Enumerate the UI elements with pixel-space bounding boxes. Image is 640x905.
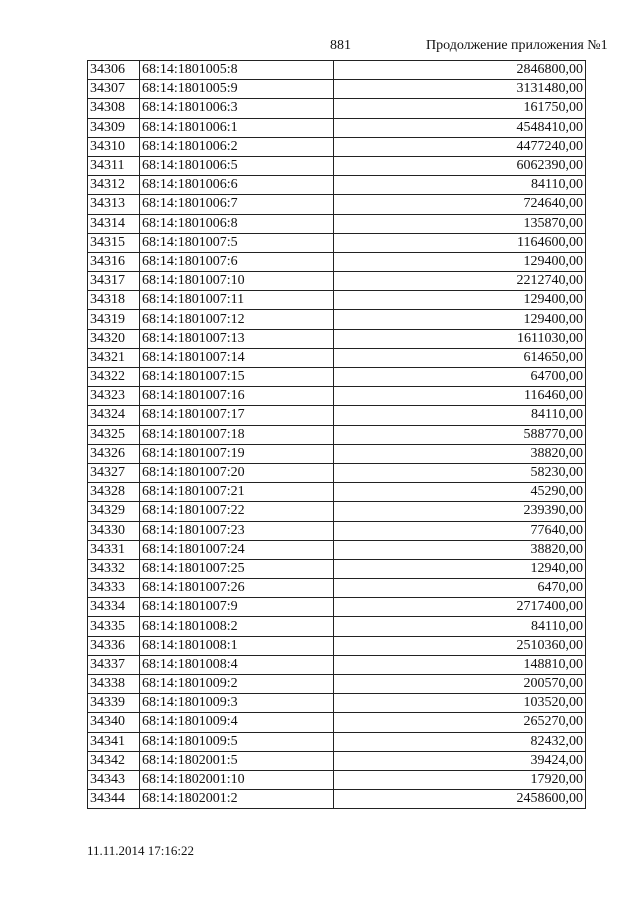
cadastral-number-cell: 68:14:1802001:10	[140, 770, 334, 789]
row-number-cell: 34341	[88, 732, 140, 751]
value-cell: 129400,00	[334, 252, 586, 271]
registry-table-body	[88, 61, 586, 809]
cadastral-number-cell: 68:14:1801007:23	[140, 521, 334, 540]
table-row	[88, 713, 586, 732]
row-number-cell: 34306	[88, 61, 140, 80]
cadastral-number-cell: 68:14:1801007:13	[140, 329, 334, 348]
table-row	[88, 80, 586, 99]
table-row	[88, 502, 586, 521]
cadastral-number-cell: 68:14:1801007:14	[140, 348, 334, 367]
value-cell: 39424,00	[334, 751, 586, 770]
value-cell: 129400,00	[334, 310, 586, 329]
value-cell: 82432,00	[334, 732, 586, 751]
cadastral-number-cell: 68:14:1801007:18	[140, 425, 334, 444]
continuation-heading: Продолжение приложения №1	[426, 38, 608, 53]
row-number-cell: 34334	[88, 598, 140, 617]
value-cell: 2458600,00	[334, 790, 586, 809]
print-timestamp: 11.11.2014 17:16:22	[87, 843, 195, 858]
cadastral-number-cell: 68:14:1801009:3	[140, 694, 334, 713]
table-row	[88, 176, 586, 195]
table-row	[88, 655, 586, 674]
value-cell: 129400,00	[334, 291, 586, 310]
row-number-cell: 34313	[88, 195, 140, 214]
table-row	[88, 61, 586, 80]
value-cell: 3131480,00	[334, 80, 586, 99]
table-row	[88, 99, 586, 118]
table-row	[88, 272, 586, 291]
value-cell: 64700,00	[334, 368, 586, 387]
table-row	[88, 770, 586, 789]
cadastral-number-cell: 68:14:1802001:2	[140, 790, 334, 809]
cadastral-number-cell: 68:14:1801005:8	[140, 61, 334, 80]
cadastral-number-cell: 68:14:1801007:10	[140, 272, 334, 291]
cadastral-number-cell: 68:14:1801008:1	[140, 636, 334, 655]
cadastral-number-cell: 68:14:1801007:9	[140, 598, 334, 617]
cadastral-number-cell: 68:14:1801007:22	[140, 502, 334, 521]
row-number-cell: 34309	[88, 118, 140, 137]
cadastral-number-cell: 68:14:1801008:4	[140, 655, 334, 674]
row-number-cell: 34323	[88, 387, 140, 406]
value-cell: 239390,00	[334, 502, 586, 521]
cadastral-number-cell: 68:14:1801006:3	[140, 99, 334, 118]
value-cell: 6470,00	[334, 579, 586, 598]
table-row	[88, 329, 586, 348]
cadastral-number-cell: 68:14:1802001:5	[140, 751, 334, 770]
table-row	[88, 348, 586, 367]
value-cell: 2717400,00	[334, 598, 586, 617]
row-number-cell: 34335	[88, 617, 140, 636]
cadastral-number-cell: 68:14:1801007:5	[140, 233, 334, 252]
cadastral-number-cell: 68:14:1801009:2	[140, 675, 334, 694]
table-row	[88, 406, 586, 425]
cadastral-number-cell: 68:14:1801006:8	[140, 214, 334, 233]
table-row	[88, 195, 586, 214]
table-row	[88, 675, 586, 694]
row-number-cell: 34337	[88, 655, 140, 674]
row-number-cell: 34336	[88, 636, 140, 655]
row-number-cell: 34333	[88, 579, 140, 598]
cadastral-number-cell: 68:14:1801006:7	[140, 195, 334, 214]
value-cell: 161750,00	[334, 99, 586, 118]
value-cell: 1611030,00	[334, 329, 586, 348]
value-cell: 84110,00	[334, 617, 586, 636]
cadastral-number-cell: 68:14:1801008:2	[140, 617, 334, 636]
value-cell: 614650,00	[334, 348, 586, 367]
row-number-cell: 34311	[88, 156, 140, 175]
table-row	[88, 694, 586, 713]
cadastral-number-cell: 68:14:1801007:12	[140, 310, 334, 329]
value-cell: 84110,00	[334, 176, 586, 195]
value-cell: 4477240,00	[334, 137, 586, 156]
row-number-cell: 34321	[88, 348, 140, 367]
table-row	[88, 444, 586, 463]
value-cell: 1164600,00	[334, 233, 586, 252]
row-number-cell: 34330	[88, 521, 140, 540]
row-number-cell: 34342	[88, 751, 140, 770]
row-number-cell: 34320	[88, 329, 140, 348]
table-row	[88, 636, 586, 655]
cadastral-number-cell: 68:14:1801007:20	[140, 463, 334, 482]
cadastral-number-cell: 68:14:1801007:17	[140, 406, 334, 425]
cadastral-number-cell: 68:14:1801007:19	[140, 444, 334, 463]
cadastral-number-cell: 68:14:1801007:25	[140, 559, 334, 578]
row-number-cell: 34310	[88, 137, 140, 156]
table-row	[88, 732, 586, 751]
table-row	[88, 118, 586, 137]
cadastral-number-cell: 68:14:1801006:1	[140, 118, 334, 137]
row-number-cell: 34317	[88, 272, 140, 291]
cadastral-number-cell: 68:14:1801007:21	[140, 483, 334, 502]
table-row	[88, 463, 586, 482]
table-row	[88, 598, 586, 617]
row-number-cell: 34326	[88, 444, 140, 463]
row-number-cell: 34314	[88, 214, 140, 233]
cadastral-number-cell: 68:14:1801006:5	[140, 156, 334, 175]
table-row	[88, 559, 586, 578]
value-cell: 724640,00	[334, 195, 586, 214]
row-number-cell: 34332	[88, 559, 140, 578]
table-row	[88, 425, 586, 444]
row-number-cell: 34312	[88, 176, 140, 195]
row-number-cell: 34307	[88, 80, 140, 99]
value-cell: 58230,00	[334, 463, 586, 482]
table-row	[88, 214, 586, 233]
value-cell: 2212740,00	[334, 272, 586, 291]
row-number-cell: 34316	[88, 252, 140, 271]
value-cell: 2510360,00	[334, 636, 586, 655]
value-cell: 265270,00	[334, 713, 586, 732]
row-number-cell: 34318	[88, 291, 140, 310]
cadastral-number-cell: 68:14:1801009:4	[140, 713, 334, 732]
row-number-cell: 34315	[88, 233, 140, 252]
value-cell: 84110,00	[334, 406, 586, 425]
cadastral-number-cell: 68:14:1801009:5	[140, 732, 334, 751]
table-row	[88, 291, 586, 310]
row-number-cell: 34329	[88, 502, 140, 521]
value-cell: 12940,00	[334, 559, 586, 578]
value-cell: 38820,00	[334, 444, 586, 463]
cadastral-number-cell: 68:14:1801007:6	[140, 252, 334, 271]
table-row	[88, 137, 586, 156]
cadastral-number-cell: 68:14:1801007:15	[140, 368, 334, 387]
cadastral-number-cell: 68:14:1801007:16	[140, 387, 334, 406]
value-cell: 77640,00	[334, 521, 586, 540]
row-number-cell: 34338	[88, 675, 140, 694]
row-number-cell: 34340	[88, 713, 140, 732]
value-cell: 45290,00	[334, 483, 586, 502]
table-row	[88, 579, 586, 598]
cadastral-number-cell: 68:14:1801005:9	[140, 80, 334, 99]
row-number-cell: 34324	[88, 406, 140, 425]
row-number-cell: 34308	[88, 99, 140, 118]
row-number-cell: 34344	[88, 790, 140, 809]
table-row	[88, 751, 586, 770]
value-cell: 200570,00	[334, 675, 586, 694]
table-row	[88, 368, 586, 387]
row-number-cell: 34339	[88, 694, 140, 713]
cadastral-number-cell: 68:14:1801007:11	[140, 291, 334, 310]
value-cell: 2846800,00	[334, 61, 586, 80]
cadastral-number-cell: 68:14:1801006:6	[140, 176, 334, 195]
table-row	[88, 310, 586, 329]
page-number: 881	[330, 38, 351, 53]
value-cell: 103520,00	[334, 694, 586, 713]
row-number-cell: 34343	[88, 770, 140, 789]
value-cell: 116460,00	[334, 387, 586, 406]
cadastral-number-cell: 68:14:1801007:24	[140, 540, 334, 559]
row-number-cell: 34322	[88, 368, 140, 387]
table-row	[88, 521, 586, 540]
value-cell: 148810,00	[334, 655, 586, 674]
table-row	[88, 156, 586, 175]
row-number-cell: 34331	[88, 540, 140, 559]
row-number-cell: 34327	[88, 463, 140, 482]
value-cell: 17920,00	[334, 770, 586, 789]
cadastral-number-cell: 68:14:1801007:26	[140, 579, 334, 598]
table-row	[88, 252, 586, 271]
table-row	[88, 617, 586, 636]
row-number-cell: 34325	[88, 425, 140, 444]
table-row	[88, 387, 586, 406]
value-cell: 6062390,00	[334, 156, 586, 175]
row-number-cell: 34319	[88, 310, 140, 329]
value-cell: 588770,00	[334, 425, 586, 444]
row-number-cell: 34328	[88, 483, 140, 502]
value-cell: 135870,00	[334, 214, 586, 233]
table-row	[88, 233, 586, 252]
registry-table	[87, 60, 586, 809]
table-row	[88, 790, 586, 809]
value-cell: 4548410,00	[334, 118, 586, 137]
table-row	[88, 483, 586, 502]
cadastral-number-cell: 68:14:1801006:2	[140, 137, 334, 156]
value-cell: 38820,00	[334, 540, 586, 559]
table-row	[88, 540, 586, 559]
